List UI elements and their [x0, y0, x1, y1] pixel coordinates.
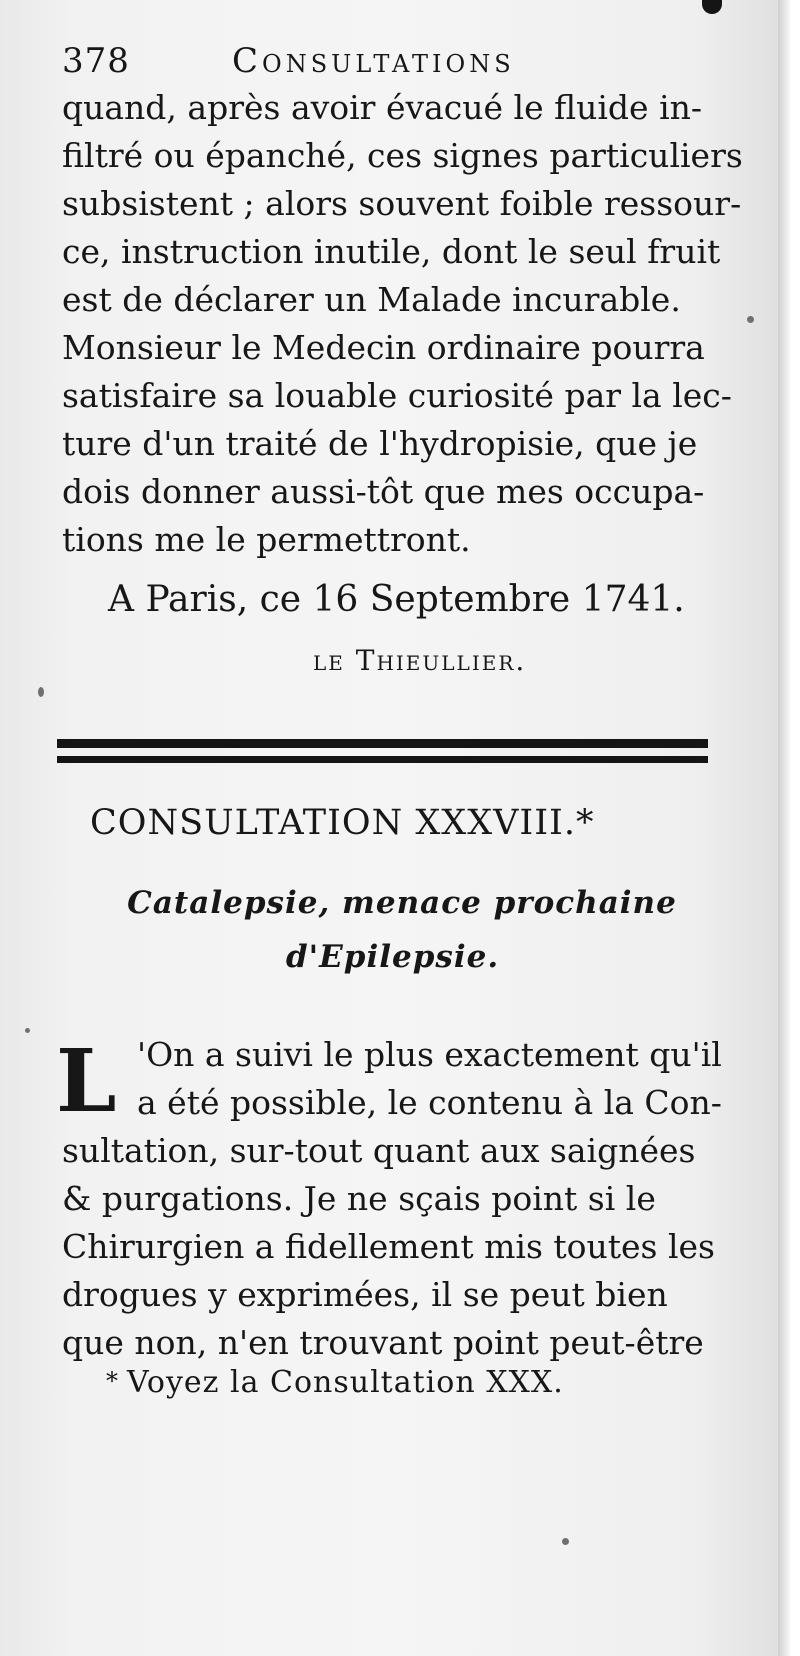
paragraph-line: a été possible, le contenu à la Con-	[137, 1083, 722, 1122]
divider-thick-bar	[57, 739, 708, 748]
body-line: subsistent ; alors souvent foible ressour-	[62, 184, 742, 223]
footnote-text: Voyez la Consultation XXX.	[127, 1365, 564, 1400]
subtitle-line: Catalepsie, menace prochaine	[127, 885, 677, 921]
running-head	[62, 38, 702, 84]
footnote-mark: *	[106, 1367, 119, 1395]
divider-thin-bar	[57, 756, 708, 763]
drop-cap-letter: L	[56, 1031, 117, 1132]
ink-corner-mark	[702, 0, 722, 14]
paper-speck	[38, 687, 44, 697]
body-line: Monsieur le Medecin ordinaire pourra	[62, 328, 705, 367]
body-line: satisfaire sa louable curiosité par la lec-	[62, 376, 732, 415]
body-line: est de déclarer un Malade incurable.	[62, 280, 681, 319]
subtitle-line: d'Epilepsie.	[286, 939, 500, 975]
date-line: A Paris, ce 16 Septembre 1741.	[108, 579, 685, 620]
paragraph-line: 'On a suivi le plus exactement qu'il	[137, 1035, 722, 1074]
page-edge	[778, 0, 790, 1656]
body-line: quand, après avoir évacué le fluide in-	[62, 88, 703, 127]
body-line: ce, instruction inutile, dont le seul fruit	[62, 232, 721, 271]
body-line: ture d'un traité de l'hydropisie, que je	[62, 424, 698, 463]
paragraph-line: que non, n'en trouvant point peut-être	[62, 1323, 704, 1362]
paragraph-line: sultation, sur-tout quant aux saignées	[62, 1131, 696, 1170]
section-divider-rule	[57, 739, 708, 773]
body-paragraph	[62, 84, 742, 564]
body-line: filtré ou épanché, ces signes particuliers	[62, 136, 743, 175]
paragraph-line: drogues y exprimées, il se peut bien	[62, 1275, 668, 1314]
consultation-paragraph	[62, 1031, 742, 1367]
body-line: tions me le permettront.	[62, 520, 471, 559]
paragraph-line: & purgations. Je ne sçais point si le	[62, 1179, 656, 1218]
author-signature: le Thieullier.	[313, 644, 527, 677]
body-line: dois donner aussi-tôt que mes occupa-	[62, 472, 705, 511]
running-title: Consultations	[232, 41, 515, 81]
consultation-heading: CONSULTATION XXXVIII.*	[90, 803, 595, 843]
footnote	[106, 1360, 564, 1406]
page-number: 378	[62, 41, 130, 81]
paper-speck	[747, 316, 754, 323]
paragraph-line: Chirurgien a fidellement mis toutes les	[62, 1227, 715, 1266]
paper-speck	[562, 1538, 569, 1545]
paper-speck	[25, 1028, 30, 1033]
